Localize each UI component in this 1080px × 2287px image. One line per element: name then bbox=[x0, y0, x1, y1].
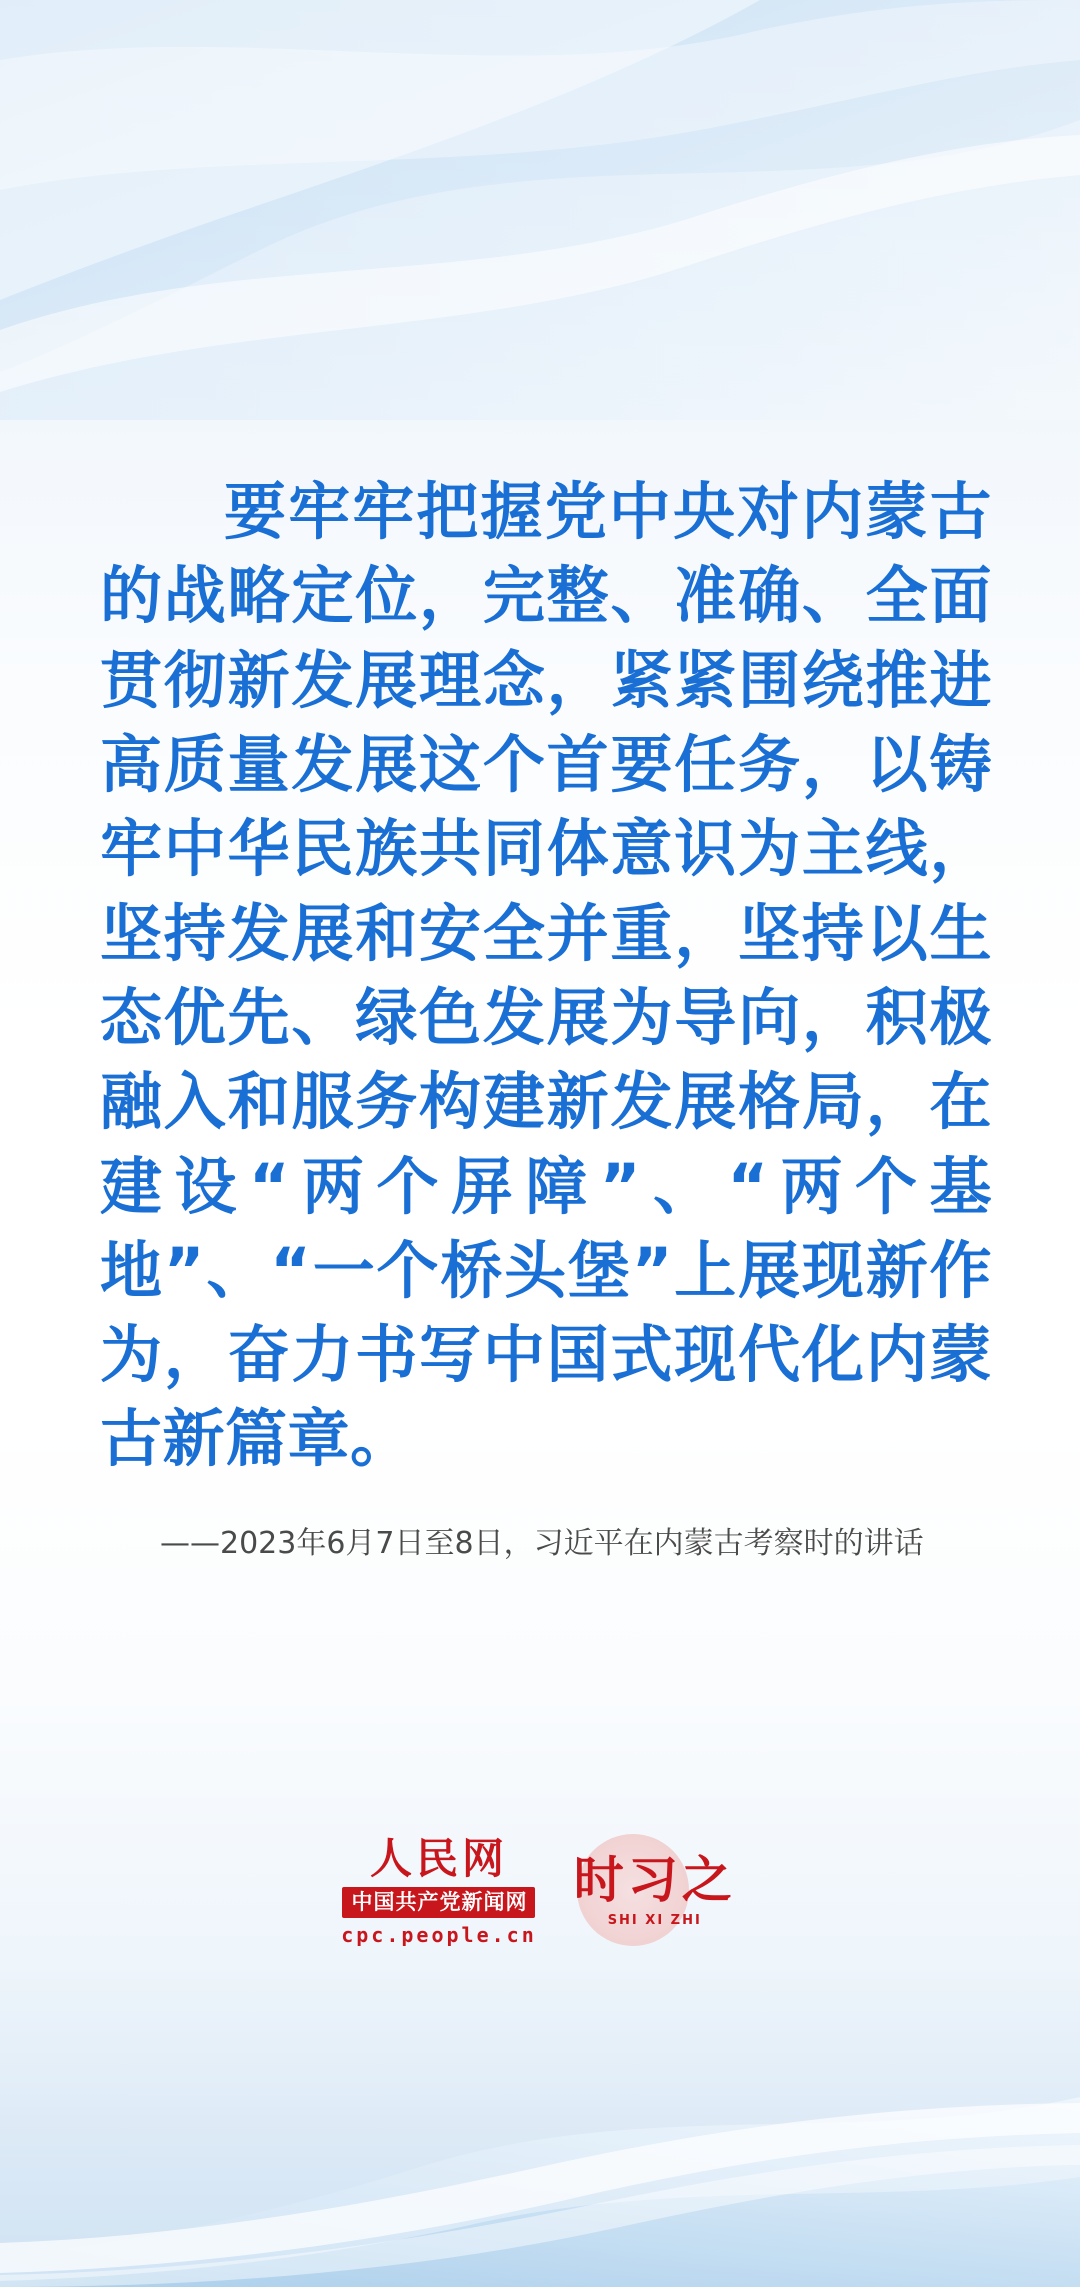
logo-row bbox=[0, 1830, 1080, 1952]
shixi-logo-pinyin: SHI XI ZHI bbox=[607, 1912, 702, 1928]
quote-attribution: ——2023年6月7日至8日，习近平在内蒙古考察时的讲话 bbox=[160, 1526, 924, 1561]
quote-text: 要牢牢把握党中央对内蒙古的战略定位，完整、准确、全面贯彻新发展理念，紧紧围绕推进高质量发展这个首要任务，以铸牢中华民族共同体意识为主线，坚持发展和安全并重，坚持以生态优先、绿色发展为导向，积极融入和服务构建新发展格局，在建设“两个屏障”、“两个基地”、“一个桥头堡”上展现新作为，奋力书写中国式现代化内蒙古新篇章。 bbox=[100, 475, 992, 1476]
shixi-logo bbox=[571, 1830, 739, 1952]
people-daily-logo bbox=[341, 1833, 537, 1947]
people-logo-name: 人民网 bbox=[369, 1833, 508, 1883]
people-logo-domain: cpc.people.cn bbox=[341, 1922, 537, 1947]
people-logo-subtitle: 中国共产党新闻网 bbox=[342, 1887, 535, 1918]
shixi-logo-name: 时习之 bbox=[573, 1849, 736, 1909]
